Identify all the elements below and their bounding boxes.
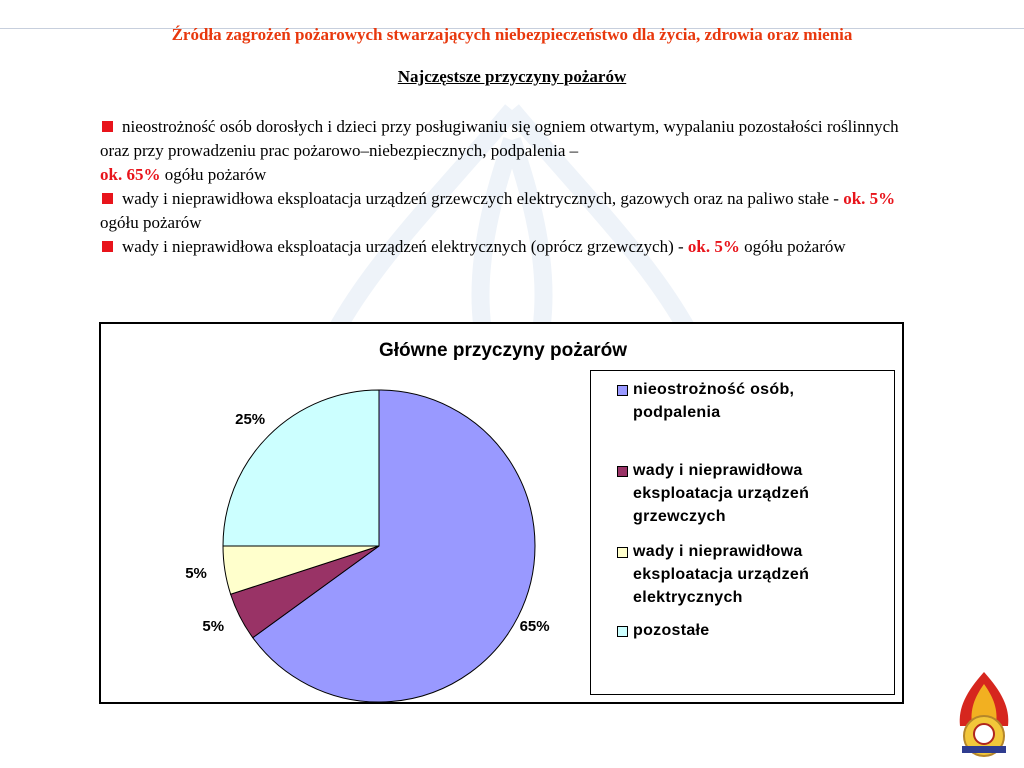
pie-data-label: 25% bbox=[235, 411, 266, 429]
cause-suffix: ogółu pożarów bbox=[164, 165, 267, 184]
legend-label: wady i nieprawidłowa eksploatacja urządzeń elektrycznych bbox=[633, 543, 810, 606]
cause-text: nieostrożność osób dorosłych i dzieci przy posługiwaniu się ogniem otwartym, wypalaniu pozostałości roślinnych oraz przy prowadzeniu prac pożarowo–niebezpiecznych, podpalenia – bbox=[100, 117, 899, 160]
cause-suffix: ogółu pożarów bbox=[100, 213, 202, 232]
cause-share: ok. 5% bbox=[843, 189, 896, 208]
legend-label: wady i nieprawidłowa eksploatacja urządzeń grzewczych bbox=[633, 462, 810, 525]
legend-swatch bbox=[617, 547, 628, 558]
chart-legend bbox=[590, 370, 895, 695]
chart-title: Główne przyczyny pożarów bbox=[378, 340, 628, 361]
legend-swatch bbox=[617, 626, 628, 637]
cause-text: wady i nieprawidłowa eksploatacja urządzeń grzewczych elektrycznych, gazowych oraz na paliwo stałe - bbox=[122, 189, 839, 208]
legend-label: pozostałe bbox=[633, 622, 710, 639]
legend-item bbox=[633, 619, 883, 642]
cause-share: ok. 5% bbox=[687, 237, 740, 256]
pie-data-label: 65% bbox=[519, 617, 550, 635]
legend-item bbox=[633, 459, 883, 528]
legend-item bbox=[633, 540, 883, 609]
fire-brigade-emblem-icon bbox=[948, 668, 1020, 760]
legend-label: nieostrożność osób, podpalenia bbox=[633, 381, 795, 421]
pie-data-label: 5% bbox=[185, 564, 207, 582]
cause-text: wady i nieprawidłowa eksploatacja urządzeń elektrycznych (oprócz grzewczych) - bbox=[122, 237, 684, 256]
cause-suffix: ogółu pożarów bbox=[744, 237, 846, 256]
cause-share: ok. 65% bbox=[100, 165, 161, 184]
slide-subtitle: Najczęstsze przyczyny pożarów bbox=[397, 67, 627, 86]
legend-swatch bbox=[617, 385, 628, 396]
legend-item bbox=[633, 378, 883, 424]
legend-swatch bbox=[617, 466, 628, 477]
slide-title: Źródła zagrożeń pożarowych stwarzających niebezpieczeństwo dla życia, zdrowia oraz mienia bbox=[171, 25, 853, 44]
pie-data-label: 5% bbox=[202, 617, 225, 635]
